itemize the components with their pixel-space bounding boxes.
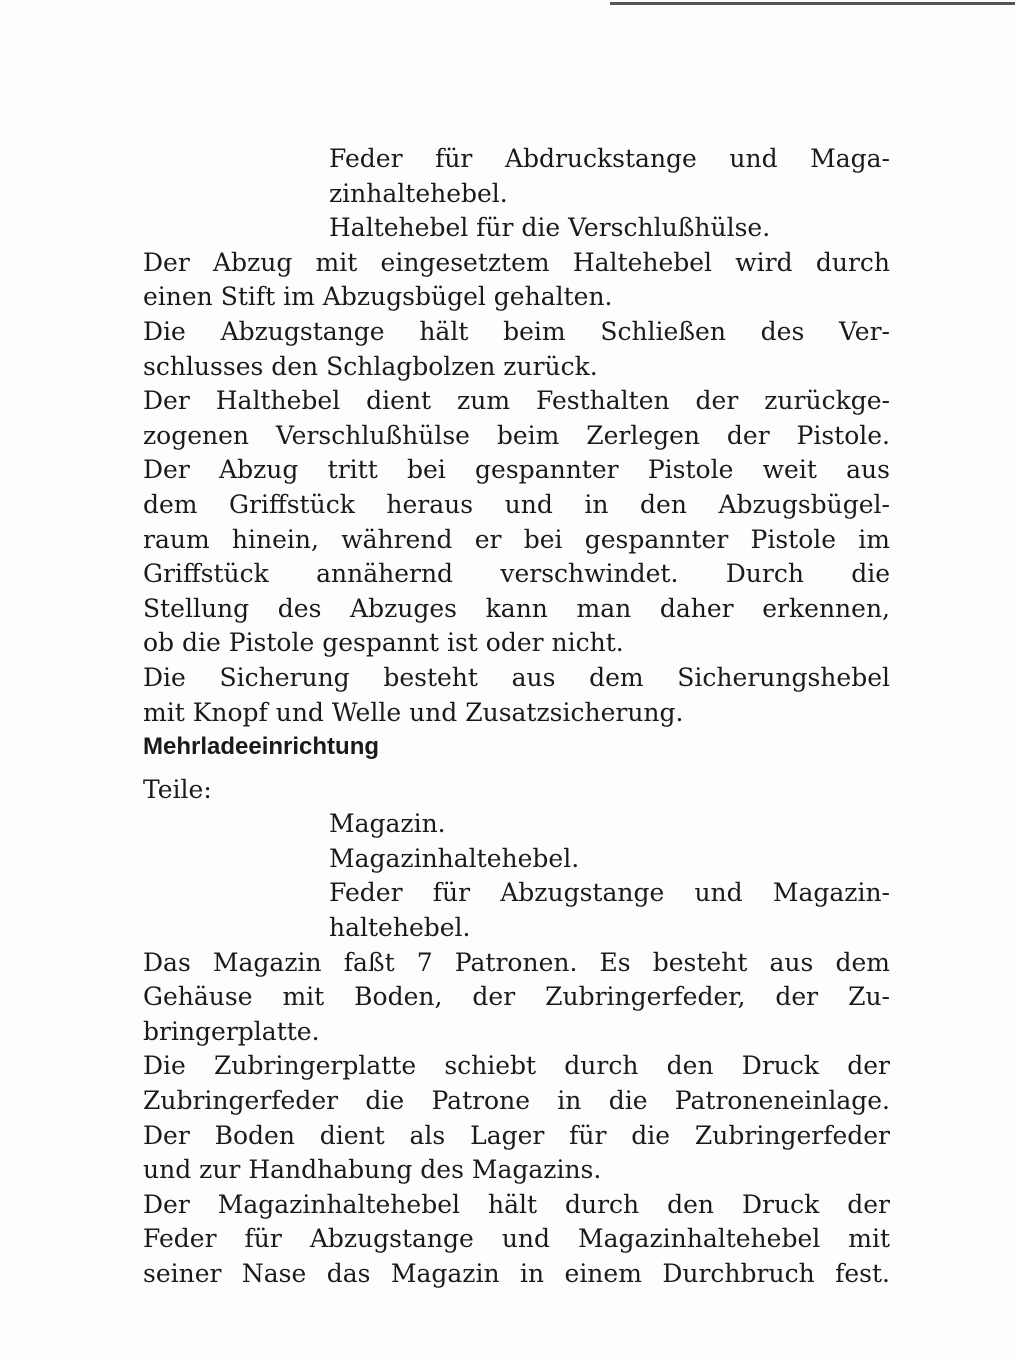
text-line: Haltehebel für die Verschlußhülse. [329,213,771,243]
text-line: Das Magazin faßt 7 Patronen. Es besteht aus dem [143,947,890,977]
text-line: Gehäuse mit Boden, der Zubringerfeder, der Zu- [143,982,890,1012]
list-item: Magazin. [329,809,446,839]
text-line: Der Abzug tritt bei gespannter Pistole weit aus [143,455,890,485]
text-line: Der Abzug mit eingesetztem Haltehebel wird durch [143,247,890,277]
text-line: mit Knopf und Welle und Zusatzsicherung. [143,697,684,727]
text-line: bringerplatte. [143,1016,320,1046]
text-line: Zubringerfeder die Patrone in die Patroneneinlage. [143,1086,890,1116]
section-heading: Mehrladeeinrichtung [143,733,380,761]
text-line: Die Zubringerplatte schiebt durch den Druck der [143,1051,890,1081]
page-edge [610,2,1015,5]
text-line: Griffstück annähernd verschwindet. Durch die [143,559,890,589]
list-item: Magazinhaltehebel. [329,843,580,873]
text-line: Teile: [143,774,212,804]
text-line: Feder für Abzugstange und Magazinhaltehebel mit [143,1224,890,1254]
text-line: zogenen Verschlußhülse beim Zerlegen der Pistole. [143,420,890,450]
list-item: haltehebel. [329,913,471,943]
text-line: Feder für Abdruckstange und Maga- [329,144,890,173]
text-line: schlusses den Schlagbolzen zurück. [143,351,598,381]
text-line: einen Stift im Abzugsbügel gehalten. [143,282,613,312]
text-line: Die Abzugstange hält beim Schließen des Ver- [143,316,890,346]
page-text [143,142,890,1292]
text-line: ob die Pistole gespannt ist oder nicht. [143,628,624,658]
text-line: dem Griffstück heraus und in den Abzugsbügel- [143,489,890,519]
text-line: seiner Nase das Magazin in einem Durchbruch fest. [143,1259,890,1288]
text-line: Stellung des Abzuges kann man daher erkennen, [143,593,890,623]
text-line: zinhaltehebel. [329,178,508,208]
text-line: Der Boden dient als Lager für die Zubringerfeder [143,1120,890,1150]
text-line: raum hinein, während er bei gespannter Pistole im [143,524,890,554]
text-line: Der Magazinhaltehebel hält durch den Druck der [143,1189,890,1219]
list-item: Feder für Abzugstange und Magazin- [329,878,890,908]
text-line: Der Halthebel dient zum Festhalten der zurückge- [143,386,890,416]
text-line: Die Sicherung besteht aus dem Sicherungshebel [143,662,890,692]
text-line: und zur Handhabung des Magazins. [143,1155,602,1185]
